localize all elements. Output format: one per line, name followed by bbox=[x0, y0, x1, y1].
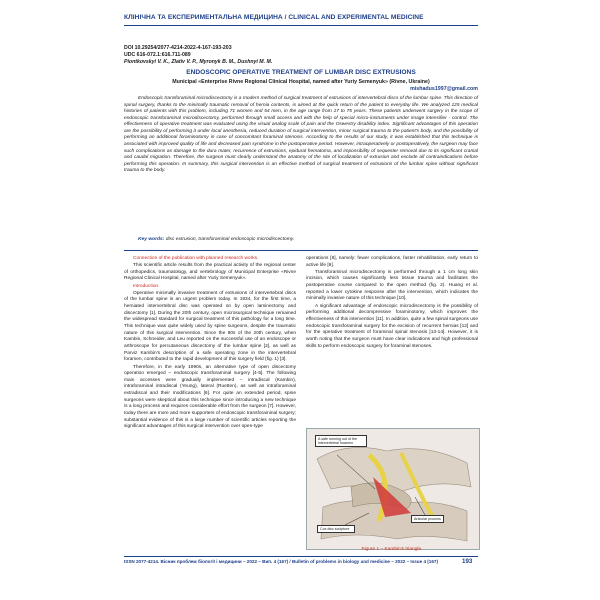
journal-header: КЛІНІЧНА ТА ЕКСПЕРИМЕНТАЛЬНА МЕДИЦИНА / CLINICAL AND EXPERIMENTAL MEDICINE bbox=[124, 14, 424, 21]
introduction-paragraph-2: Therefore, in the early 1990s, an alternative type of open discectomy operation emerged – endoscopic transforaminal surgery [4-5]. The following main accesses were gradually implemented – intradiscal (Kambin), intraforaminal intradiscal (Yeung), lateral (Ruetten), as well as intraforaminal extradiscal and their modifications [6]. For quite an extended period, spine surgeons were skeptical about this technique since introducing a new technique is a long process and requires considerable effort from the surgeon [7]. However, today there are more and more supporters of endoscopic transforaminal surgery; substantial evidence of this is a large number of scientific articles reporting the significant advantages of this surgical intervention over open-type bbox=[124, 364, 296, 430]
keywords bbox=[138, 237, 478, 242]
right-paragraph-2: Transforaminal microdiscectomy is performed through a 1 cm long skin incision, which causes significantly less tissue trauma and facilitates the postoperative course compared to the open method (fig. 2). Huang et al. reported a lower cytokine response after the intervention, which indicates the minimally invasive nature of this technique [10]. bbox=[306, 269, 478, 302]
figure-caption: Figure 1 – Kambin's triangle. bbox=[361, 547, 423, 552]
connection-heading: Connection of the publication with planned research works. bbox=[133, 256, 259, 261]
abstract: Endoscopic transforaminal microdiscectomy is a modern method of surgical treatment of extrusions of intervertebral discs of the lumbar spine. This direction of spinal surgery, thanks to the minimally traumatic removal of hernia contents, is aimed at the quick return of the patient to everyday life. We analyzed 125 medical histories of patients with this problem, including 71 women and 54 men, in the age range from 17 to 75 years. These patients underwent surgery in the scope of endoscopic transforaminal microdiscectomy, performed through small access and with the help of special micro-instruments under image intensifier - control. The effectiveness of operative treatment was evaluated using the visual analog scale of pain and the Oswestry disability index. Significant advantages of this operation are the possibility of performing it under local anesthesia, reduced duration of surgical intervention, minor surgical trauma to the patient's body, and the possibility of performing an additional foraminotomy in case of concomitant foraminal stenosis. According to the results of our study, it was established that this technique is associated with improved quality of life and decreased pain syndrome in the postoperative period. However, intraoperatively or postoperatively, the surgeon may face such complications as damage to the dura mater, recurrence of extrusions, epidural hematoma, and impossibility of sequester removal due to its significant cranial and caudal migration. Therefore, the surgeon must clearly understand the anatomy of the site of localization of extrusion and exclude all contraindications before performing this operation. In summary, this surgical intervention is an effective method of surgical treatment of extrusions of the lumbar spine without significant trauma to the body. bbox=[124, 96, 478, 174]
page-number: 193 bbox=[462, 558, 473, 565]
figure-kambin-triangle bbox=[306, 428, 480, 550]
left-column bbox=[124, 256, 296, 432]
udc: UDC 616-072.1:616.711-089 bbox=[124, 52, 191, 58]
section-separator bbox=[124, 250, 478, 251]
doi[interactable]: DOI 10.29254/2077-4214-2022-4-167-193-203 bbox=[124, 45, 232, 51]
authors: Piontkovskyi V. K., Zlativ V. P., Myronyk B. M., Dushnyi M. M. bbox=[124, 59, 273, 65]
footer-rule bbox=[124, 556, 478, 557]
figure-label-disc: Cox disc sculpture bbox=[317, 525, 355, 533]
introduction-paragraph-1: Operative minimally invasive treatment of extrusions of intervertebral discs of the lumbar spine is an urgent problem today. In 1934, for the first time, a herniated intervertebral disc was operated on by open laminectomy and discectomy [1]. During the 20th century, open microsurgical technique remained the widespread standard for surgical treatment of this pathology for a long time. This technique was quite widely used by spine surgeons, despite the traumatic nature of this surgical intervention. Since the 80s of the 20th century, when Kambin, Schneider, and Leu reported on the successful use of an endoscope or arthroscope for percutaneous discectomy of the lumbar spine [2], as well as Parviz Kambin's description of a safe operating zone in the intervertebral foramen, contributed to the rapid development of this surgery field (fig. 1) [3]. bbox=[124, 290, 296, 363]
email-link[interactable]: mishadus1997@gmail.com bbox=[410, 86, 478, 92]
connection-text: This scientific article results from the practical activity of the regional center of orthopedics, traumatology, and vertebrology of Municipal Enterprise «Rivne Regional Clinical Hospital, named after Yuriy Semenyuk». bbox=[124, 263, 296, 282]
right-paragraph-3: A significant advantage of endoscopic microdiscectomy is the possibility of performing additional decompressive foraminotomy, which improves the effectiveness of this intervention [11]. In addition, quite a few spinal surgeons use endoscopic transforaminal surgery for the excision of recurrent hernias [12] and for the operative treatment of foraminal spinal stenosis [13-14]. However, it is worth noting that the surgeon must have clear indications and high professional skills to perform endoscopic surgery for foraminal stenoses. bbox=[306, 303, 478, 349]
right-paragraph-1: operations [8], namely: fewer complications, faster rehabilitation, early return to active life [9]. bbox=[306, 256, 478, 268]
introduction-heading: Introduction. bbox=[133, 283, 160, 289]
affiliation: Municipal «Enterprise Rivne Regional Clinical Hospital, named after Yuriy Semenyuk» (Rivne, Ukraine) bbox=[172, 79, 430, 85]
article-title: ENDOSCOPIC OPERATIVE TREATMENT OF LUMBAR DISC EXTRUSIONS bbox=[186, 69, 416, 76]
keywords-label: Key words: bbox=[138, 237, 165, 242]
figure-label-safe-zone: A safe running out of the intervertebral foramen bbox=[315, 435, 367, 447]
figure-label-articular-process: Articular process bbox=[411, 515, 444, 523]
right-column bbox=[306, 256, 478, 351]
keywords-text: disc extrusion, transforaminal endoscopic microdiscectomy. bbox=[165, 237, 295, 242]
header-rule bbox=[124, 25, 478, 26]
footer-issn: ISSN 2077-4214. Вісник проблем біології і медицини – 2022 – Вип. 4 (167) / Bulletin of problems in biology and medicine – 2022 – Issue 4 (167) bbox=[124, 559, 439, 564]
